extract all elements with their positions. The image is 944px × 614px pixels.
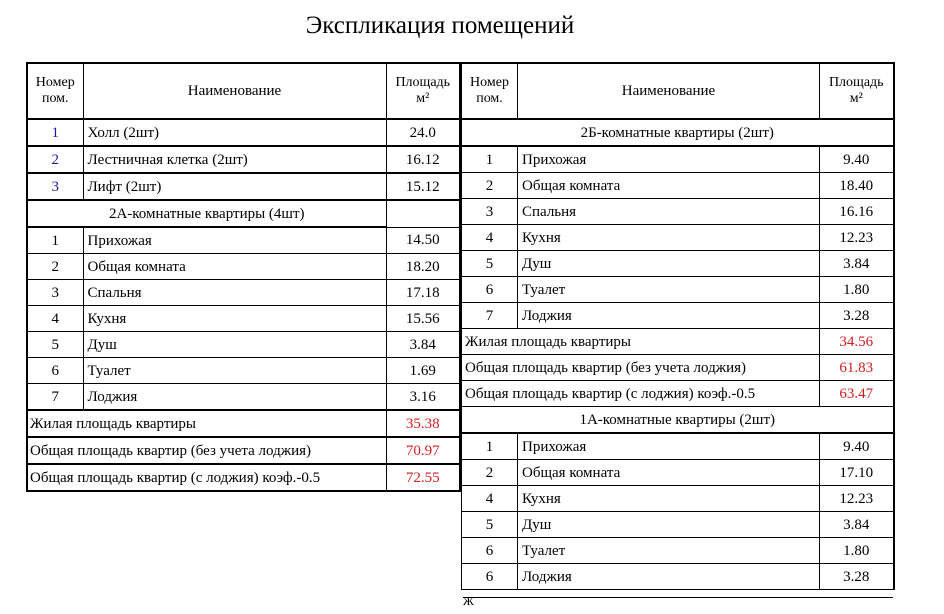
header-area: Площадь м² (386, 63, 460, 119)
truncated-text: Ж (463, 594, 474, 608)
room-area: 1.80 (820, 538, 894, 564)
room-name: Холл (2шт) (83, 119, 386, 146)
room-number: 1 (462, 146, 518, 173)
room-name: Лоджия (518, 303, 820, 329)
room-name: Кухня (518, 486, 820, 512)
header-name: Наименование (518, 63, 820, 119)
room-number: 6 (462, 538, 518, 564)
table-row (27, 358, 460, 384)
room-area: 3.28 (820, 564, 894, 590)
header-number: Номер пом. (27, 63, 83, 119)
room-area: 1.80 (820, 277, 894, 303)
room-area: 9.40 (820, 433, 894, 460)
total-value: 70.97 (386, 437, 460, 464)
table-row (462, 173, 894, 199)
total-label: Общая площадь квартир (без учета лоджия) (462, 355, 820, 381)
table-row (462, 251, 894, 277)
room-area: 1.69 (386, 358, 460, 384)
table-row (27, 119, 460, 146)
table-row (462, 486, 894, 512)
table-row (462, 538, 894, 564)
room-name: Лоджия (518, 564, 820, 590)
room-name: Спальня (83, 280, 386, 306)
room-area: 3.16 (386, 384, 460, 411)
room-number: 3 (27, 280, 83, 306)
room-area: 12.23 (820, 486, 894, 512)
room-area: 15.56 (386, 306, 460, 332)
room-number: 6 (462, 564, 518, 590)
total-row (27, 464, 460, 491)
table-header-row (462, 63, 894, 119)
total-row (462, 381, 894, 407)
room-number: 2 (27, 146, 83, 173)
total-row (462, 355, 894, 381)
table-row (462, 277, 894, 303)
header-number: Номер пом. (462, 63, 518, 119)
room-name: Лоджия (83, 384, 386, 411)
room-area: 15.12 (386, 173, 460, 200)
room-number: 3 (27, 173, 83, 200)
section-row (27, 200, 460, 227)
table-row (27, 146, 460, 173)
room-area: 24.0 (386, 119, 460, 146)
table-row (462, 146, 894, 173)
room-number: 2 (462, 460, 518, 486)
room-number: 4 (462, 225, 518, 251)
room-area: 17.10 (820, 460, 894, 486)
room-name: Общая комната (83, 254, 386, 280)
room-name: Туалет (83, 358, 386, 384)
room-area: 18.40 (820, 173, 894, 199)
room-area: 14.50 (386, 227, 460, 254)
table-row (27, 254, 460, 280)
table-row (462, 564, 894, 590)
room-number: 1 (27, 119, 83, 146)
total-value: 72.55 (386, 464, 460, 491)
total-label: Общая площадь квартир (с лоджия) коэф.-0.5 (462, 381, 820, 407)
room-name: Душ (83, 332, 386, 358)
room-number: 5 (462, 251, 518, 277)
room-name: Общая комната (518, 173, 820, 199)
total-label: Общая площадь квартир (с лоджия) коэф.-0.5 (27, 464, 386, 491)
section-row (462, 407, 894, 434)
room-number: 1 (27, 227, 83, 254)
room-name: Туалет (518, 277, 820, 303)
room-name: Прихожая (518, 146, 820, 173)
table-row (27, 227, 460, 254)
room-number: 2 (462, 173, 518, 199)
room-name: Прихожая (518, 433, 820, 460)
room-area: 3.84 (820, 512, 894, 538)
section-title: 2А-комнатные квартиры (4шт) (27, 200, 386, 227)
room-number: 1 (462, 433, 518, 460)
table-row (27, 332, 460, 358)
room-name: Лестничная клетка (2шт) (83, 146, 386, 173)
room-name: Кухня (518, 225, 820, 251)
total-row (27, 410, 460, 437)
table-row (462, 225, 894, 251)
total-value: 61.83 (820, 355, 894, 381)
room-name: Душ (518, 512, 820, 538)
room-number: 5 (27, 332, 83, 358)
room-number: 4 (462, 486, 518, 512)
room-number: 4 (27, 306, 83, 332)
table-row (27, 384, 460, 411)
room-number: 2 (27, 254, 83, 280)
room-number: 5 (462, 512, 518, 538)
room-name: Общая комната (518, 460, 820, 486)
table-row (462, 512, 894, 538)
table-row (27, 280, 460, 306)
room-number: 6 (462, 277, 518, 303)
room-name: Спальня (518, 199, 820, 225)
total-value: 34.56 (820, 329, 894, 355)
explication-table-right (461, 62, 895, 590)
page-title: Экспликация помещений (305, 12, 575, 39)
table-row (462, 303, 894, 329)
room-area: 9.40 (820, 146, 894, 173)
total-row (462, 329, 894, 355)
room-name: Кухня (83, 306, 386, 332)
room-area: 3.84 (386, 332, 460, 358)
section-title: 1А-комнатные квартиры (2шт) (462, 407, 894, 434)
total-value: 63.47 (820, 381, 894, 407)
total-row (27, 437, 460, 464)
total-label: Общая площадь квартир (без учета лоджия) (27, 437, 386, 464)
total-label: Жилая площадь квартиры (27, 410, 386, 437)
section-row (462, 119, 894, 146)
room-area: 12.23 (820, 225, 894, 251)
total-value: 35.38 (386, 410, 460, 437)
header-name: Наименование (83, 63, 386, 119)
room-area: 3.84 (820, 251, 894, 277)
room-number: 6 (27, 358, 83, 384)
table-header-row (27, 63, 460, 119)
room-area: 16.12 (386, 146, 460, 173)
table-row (462, 433, 894, 460)
table-row (27, 173, 460, 200)
total-label: Жилая площадь квартиры (462, 329, 820, 355)
room-area: 16.16 (820, 199, 894, 225)
explication-table-left (26, 62, 461, 492)
room-area: 18.20 (386, 254, 460, 280)
room-number: 7 (462, 303, 518, 329)
table-row (462, 199, 894, 225)
room-number: 7 (27, 384, 83, 411)
section-title: 2Б-комнатные квартиры (2шт) (462, 119, 894, 146)
room-number: 3 (462, 199, 518, 225)
room-area: 17.18 (386, 280, 460, 306)
room-name: Прихожая (83, 227, 386, 254)
truncated-row (463, 594, 893, 608)
table-row (27, 306, 460, 332)
table-row (462, 460, 894, 486)
room-area: 3.28 (820, 303, 894, 329)
room-name: Туалет (518, 538, 820, 564)
room-name: Лифт (2шт) (83, 173, 386, 200)
room-name: Душ (518, 251, 820, 277)
header-area: Площадь м² (820, 63, 894, 119)
